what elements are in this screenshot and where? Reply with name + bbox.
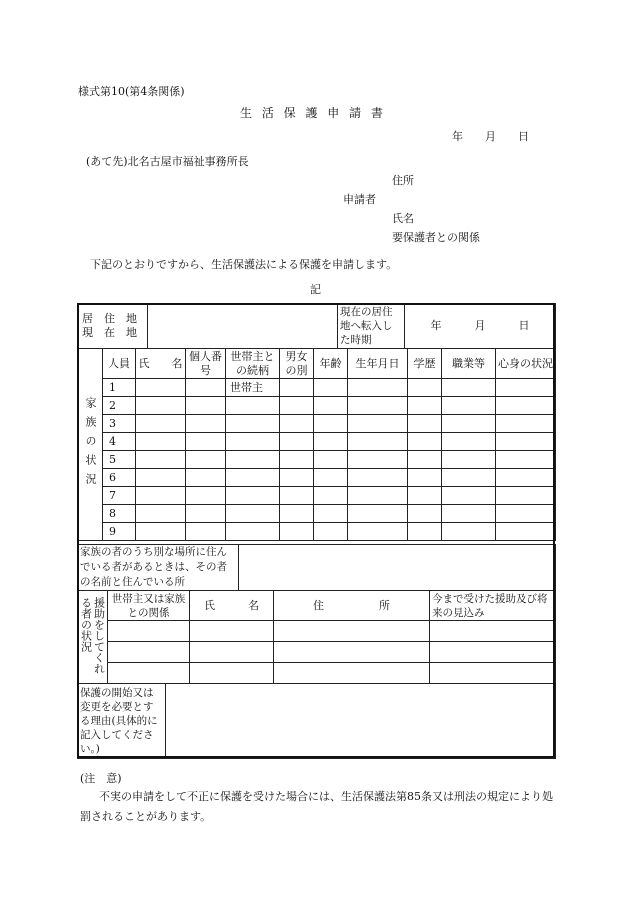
occupation-cell[interactable] <box>442 469 496 487</box>
move-in-label: 現在の居住地へ転入した時期 <box>338 304 405 349</box>
id-cell[interactable] <box>186 505 226 523</box>
occupation-cell[interactable] <box>442 505 496 523</box>
supporter-address-cell[interactable] <box>274 642 430 663</box>
name-cell[interactable] <box>136 523 186 541</box>
current-location-label: 現 在 地 <box>82 326 137 339</box>
separate-residence-label: 家族の者のうち別な場所に住んでいる者があるときは、その者の名前と住んでいる所 <box>78 545 239 591</box>
name-cell[interactable] <box>136 469 186 487</box>
residence-table <box>77 303 556 349</box>
member-number: 4 <box>103 433 136 451</box>
intro-text: 下記のとおりですから、生活保護法による保護を申請します。 <box>90 258 398 271</box>
residence-label: 居 住 地 <box>82 312 137 325</box>
member-number: 5 <box>103 451 136 469</box>
header-health: 心身の状況 <box>496 349 556 379</box>
header-supporter-name: 氏 名 <box>190 591 274 621</box>
family-table <box>77 348 556 541</box>
occupation-cell[interactable] <box>442 397 496 415</box>
header-occupation: 職業等 <box>442 349 496 379</box>
member-number: 2 <box>103 397 136 415</box>
health-cell[interactable] <box>496 433 556 451</box>
separate-residence-table <box>77 544 556 591</box>
occupation-cell[interactable] <box>442 451 496 469</box>
age-cell[interactable] <box>314 469 348 487</box>
education-cell[interactable] <box>408 415 442 433</box>
age-cell[interactable] <box>314 415 348 433</box>
table-row <box>78 505 556 523</box>
name-cell[interactable] <box>136 487 186 505</box>
occupation-cell[interactable] <box>442 379 496 397</box>
notes-text: 不実の申請をして不正に保護を受けた場合には、生活保護法第85条又は刑法の規定により処罰されることがあります。 <box>80 790 553 823</box>
name-cell[interactable] <box>136 451 186 469</box>
relation-cell[interactable] <box>226 415 280 433</box>
occupation-cell[interactable] <box>442 523 496 541</box>
header-supporter-address: 住 所 <box>274 591 430 621</box>
birth-cell[interactable] <box>348 379 408 397</box>
supporter-relation-cell[interactable] <box>108 621 190 642</box>
sex-cell[interactable] <box>280 397 314 415</box>
date-line: 年 月 日 <box>452 130 529 143</box>
applicant-label: 申請者 <box>343 193 376 206</box>
residence-label-cell <box>78 304 148 349</box>
health-cell[interactable] <box>496 451 556 469</box>
health-cell[interactable] <box>496 505 556 523</box>
supporters-section-label: 援助をしてくれる者の状況 <box>79 597 106 674</box>
age-cell[interactable] <box>314 523 348 541</box>
sex-cell[interactable] <box>280 505 314 523</box>
supporter-support-cell[interactable] <box>430 663 556 684</box>
sex-cell[interactable] <box>280 433 314 451</box>
education-cell[interactable] <box>408 505 442 523</box>
table-row <box>78 487 556 505</box>
name-cell[interactable] <box>136 505 186 523</box>
header-education: 学歴 <box>408 349 442 379</box>
move-in-date[interactable]: 年 月 日 <box>405 304 556 349</box>
reason-value[interactable] <box>166 684 556 759</box>
reason-label: 保護の開始又は変更を必要とする理由 <box>80 687 154 727</box>
addressee: (あて先)北名古屋市福祉事務所長 <box>86 155 249 168</box>
id-cell[interactable] <box>186 487 226 505</box>
form-number: 様式第10(第4条関係) <box>78 85 185 98</box>
notes-heading: (注 意) <box>80 772 122 785</box>
id-cell[interactable] <box>186 469 226 487</box>
header-relation: 世帯主との続柄 <box>226 349 280 379</box>
name-cell[interactable] <box>136 433 186 451</box>
supporter-name-cell[interactable] <box>190 621 274 642</box>
table-row <box>78 663 556 684</box>
id-cell[interactable] <box>186 415 226 433</box>
education-cell[interactable] <box>408 451 442 469</box>
table-row <box>78 397 556 415</box>
birth-cell[interactable] <box>348 451 408 469</box>
table-row <box>78 469 556 487</box>
id-cell[interactable] <box>186 397 226 415</box>
id-cell[interactable] <box>186 523 226 541</box>
education-cell[interactable] <box>408 397 442 415</box>
health-cell[interactable] <box>496 397 556 415</box>
sex-cell[interactable] <box>280 487 314 505</box>
reason-label-cell <box>78 684 166 759</box>
supporter-address-cell[interactable] <box>274 663 430 684</box>
birth-cell[interactable] <box>348 505 408 523</box>
supporters-section-label-cell <box>78 591 108 684</box>
birth-cell[interactable] <box>348 433 408 451</box>
header-birth: 生年月日 <box>348 349 408 379</box>
age-cell[interactable] <box>314 451 348 469</box>
relation-cell[interactable] <box>226 397 280 415</box>
occupation-cell[interactable] <box>442 487 496 505</box>
header-age: 年齢 <box>314 349 348 379</box>
age-cell[interactable] <box>314 397 348 415</box>
education-cell[interactable] <box>408 487 442 505</box>
reason-note: (具体的に記入してください。) <box>80 715 158 755</box>
table-row <box>78 523 556 541</box>
health-cell[interactable] <box>496 415 556 433</box>
header-member: 人員 <box>103 349 136 379</box>
age-cell[interactable] <box>314 379 348 397</box>
applicant-address-label: 住所 <box>392 174 414 187</box>
name-cell[interactable] <box>136 397 186 415</box>
header-supporter-relation: 世帯主又は家族との関係 <box>108 591 190 621</box>
supporter-relation-cell[interactable] <box>108 663 190 684</box>
page-title: 生 活 保 護 申 請 書 <box>240 106 386 120</box>
member-number: 7 <box>103 487 136 505</box>
relation-cell[interactable] <box>226 433 280 451</box>
supporters-table <box>77 590 556 684</box>
health-cell[interactable] <box>496 523 556 541</box>
health-cell[interactable] <box>496 487 556 505</box>
birth-cell[interactable] <box>348 523 408 541</box>
birth-cell[interactable] <box>348 487 408 505</box>
residence-value[interactable] <box>148 304 338 349</box>
age-cell[interactable] <box>314 487 348 505</box>
education-cell[interactable] <box>408 523 442 541</box>
separate-residence-value[interactable] <box>239 545 556 591</box>
id-cell[interactable] <box>186 379 226 397</box>
sex-cell[interactable] <box>280 451 314 469</box>
member-number: 6 <box>103 469 136 487</box>
header-sex: 男女の別 <box>280 349 314 379</box>
applicant-relation-label: 要保護者との関係 <box>392 231 480 244</box>
relation-cell[interactable] <box>226 469 280 487</box>
supporter-name-cell[interactable] <box>190 663 274 684</box>
birth-cell[interactable] <box>348 469 408 487</box>
id-cell[interactable] <box>186 451 226 469</box>
supporter-name-cell[interactable] <box>190 642 274 663</box>
age-cell[interactable] <box>314 433 348 451</box>
relation-cell[interactable] <box>226 451 280 469</box>
table-row <box>78 642 556 663</box>
table-row <box>78 415 556 433</box>
name-cell[interactable] <box>136 415 186 433</box>
header-supporter-support: 今まで受けた援助及び将来の見込み <box>430 591 556 621</box>
supporter-address-cell[interactable] <box>274 621 430 642</box>
supporter-support-cell[interactable] <box>430 621 556 642</box>
header-name: 氏 名 <box>136 349 186 379</box>
education-cell[interactable] <box>408 433 442 451</box>
age-cell[interactable] <box>314 505 348 523</box>
table-row <box>78 379 556 397</box>
table-row <box>78 451 556 469</box>
sex-cell[interactable] <box>280 469 314 487</box>
member-number: 9 <box>103 523 136 541</box>
table-row <box>78 621 556 642</box>
supporter-support-cell[interactable] <box>430 642 556 663</box>
reason-table <box>77 683 556 759</box>
ki-label: 記 <box>310 283 321 296</box>
education-cell[interactable] <box>408 469 442 487</box>
relation-cell[interactable] <box>226 505 280 523</box>
family-section-label: 家族の状況 <box>84 397 97 492</box>
birth-cell[interactable] <box>348 415 408 433</box>
health-cell[interactable] <box>496 379 556 397</box>
relation-cell[interactable] <box>226 487 280 505</box>
member-number: 3 <box>103 415 136 433</box>
id-cell[interactable] <box>186 433 226 451</box>
applicant-name-label: 氏名 <box>392 212 414 225</box>
occupation-cell[interactable] <box>442 415 496 433</box>
occupation-cell[interactable] <box>442 433 496 451</box>
sex-cell[interactable] <box>280 415 314 433</box>
member-number: 8 <box>103 505 136 523</box>
family-section-label-cell <box>78 349 103 541</box>
relation-cell[interactable] <box>226 523 280 541</box>
relation-cell[interactable]: 世帯主 <box>226 379 280 397</box>
supporter-relation-cell[interactable] <box>108 642 190 663</box>
member-number: 1 <box>103 379 136 397</box>
sex-cell[interactable] <box>280 379 314 397</box>
header-id-number: 個人番号 <box>186 349 226 379</box>
birth-cell[interactable] <box>348 397 408 415</box>
name-cell[interactable] <box>136 379 186 397</box>
table-row <box>78 433 556 451</box>
health-cell[interactable] <box>496 469 556 487</box>
education-cell[interactable] <box>408 379 442 397</box>
sex-cell[interactable] <box>280 523 314 541</box>
